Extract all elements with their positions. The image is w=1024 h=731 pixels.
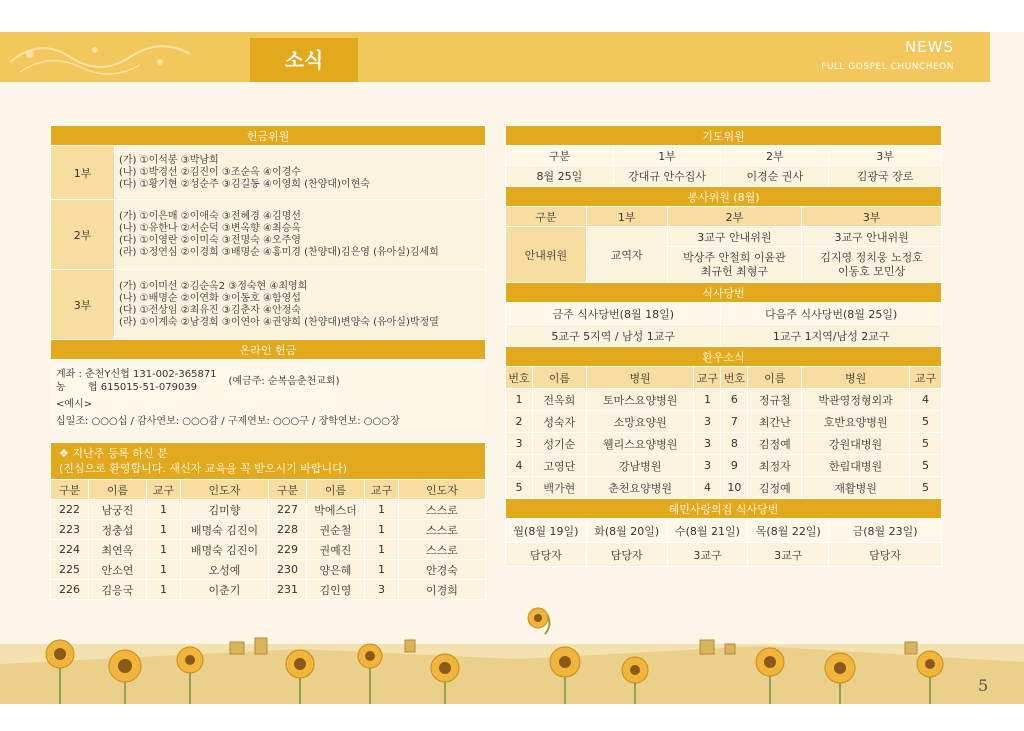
cell: 안소연 [89, 560, 147, 580]
table-row [51, 560, 486, 580]
cell: 223 [51, 520, 89, 540]
cell: 1교구 1지역/남성 2교구 [721, 325, 942, 347]
cell: 김정예 [748, 433, 802, 455]
cell: 8 [721, 433, 748, 455]
table-row [51, 580, 486, 600]
cell: 백가현 [532, 477, 586, 499]
column-header: 구분 [506, 207, 587, 227]
newcomers-title-line: (진심으로 환영합니다. 새신자 교육을 꼭 받으시기 바랍니다) [59, 462, 348, 475]
names-line: 박상주 안철희 이윤관 [683, 250, 786, 264]
cell: 성숙자 [532, 411, 586, 433]
offering-line: (나) ①박경선 ②김진이 ③조순옥 ④이경수 [119, 166, 301, 178]
cell: 강원대병원 [802, 433, 910, 455]
page-number: 5 [978, 676, 989, 695]
account-line: 농 협 615015-51-079039 [56, 382, 198, 393]
meal-title: 식사당번 [506, 283, 942, 303]
offering-line: (가) ①이은매 ②이애숙 ③전혜경 ④김명선 [119, 210, 301, 222]
cell: 김응국 [89, 580, 147, 600]
offering-line: (가) ①이석봉 ③박남희 [119, 154, 219, 166]
cell: 소망요양원 [586, 411, 694, 433]
cell: 재활병원 [802, 477, 910, 499]
example-label: <예시> [56, 399, 93, 410]
cell: 231 [269, 580, 307, 600]
cell: 3 [694, 411, 721, 433]
cell: 오성예 [181, 560, 269, 580]
news-label: NEWS [904, 38, 954, 56]
names-line: 이동호 모민상 [837, 264, 906, 278]
cell: 228 [269, 520, 307, 540]
column-header: 금주 식사당번(8월 18일) [506, 303, 721, 325]
prayer-title: 기도위원 [506, 126, 942, 146]
cell: 스스로 [399, 500, 486, 520]
cell: 10 [721, 477, 748, 499]
offering-row-names [115, 200, 486, 270]
cell: 김미향 [181, 500, 269, 520]
cell: 성기순 [532, 433, 586, 455]
cell: 230 [269, 560, 307, 580]
cell: 3교구 [667, 543, 748, 567]
table-row [51, 500, 486, 520]
cell: 1 [147, 520, 181, 540]
column-header: 이름 [748, 367, 802, 389]
table-row [506, 477, 942, 499]
cell: 1 [365, 540, 399, 560]
cell: 이경희 [399, 580, 486, 600]
names-line: 최규헌 최형구 [700, 264, 769, 278]
cell: 전옥희 [532, 389, 586, 411]
account-line: 계좌 : 춘천Y신협 131-002-365871 [56, 369, 217, 380]
page-title: 소식 [250, 38, 358, 82]
cell: 226 [51, 580, 89, 600]
cell [667, 247, 802, 283]
cell: 5 [909, 477, 941, 499]
cell: 스스로 [399, 520, 486, 540]
cell: 5교구 5지역 / 남성 1교구 [506, 325, 721, 347]
cell: 최정자 [748, 455, 802, 477]
column-header: 화(8월 20일) [586, 519, 667, 543]
table-row [51, 520, 486, 540]
cell: 1 [506, 389, 533, 411]
account-holder: (예금주: 순복음춘천교회) [228, 375, 340, 387]
column-header: 번호 [506, 367, 533, 389]
table-row [506, 389, 942, 411]
cell: 최연옥 [89, 540, 147, 560]
column-header: 월(8월 19일) [506, 519, 587, 543]
offering-line: (라) ①이계숙 ②남경희 ③이연아 ④권양희 (찬양대)변양숙 (유아실)박정열 [119, 316, 439, 328]
column-header: 교구 [694, 367, 721, 389]
table-row [506, 411, 942, 433]
cell: 김정예 [748, 477, 802, 499]
cell: 1 [365, 500, 399, 520]
cell: 3교구 안내위원 [667, 227, 802, 247]
column-header: 다음주 식사당번(8월 25일) [721, 303, 942, 325]
cell: 스스로 [399, 540, 486, 560]
online-offering-title: 온라인 헌금 [51, 340, 486, 360]
cell: 3 [694, 455, 721, 477]
column-header: 1부 [586, 207, 667, 227]
cell: 남궁진 [89, 500, 147, 520]
cell: 3교구 안내위원 [802, 227, 942, 247]
column-header: 병원 [802, 367, 910, 389]
cell: 강남병원 [586, 455, 694, 477]
cell: 224 [51, 540, 89, 560]
cell: 2 [506, 411, 533, 433]
cell: 8월 25일 [506, 166, 614, 187]
column-header: 1부 [613, 146, 721, 166]
cell: 배명숙 김진이 [181, 520, 269, 540]
column-header: 2부 [667, 207, 802, 227]
offering-line: (나) ①배명순 ②이연화 ③이동호 ④함영섭 [119, 292, 301, 304]
cell: 225 [51, 560, 89, 580]
column-header: 인도자 [181, 480, 269, 500]
right-column-table [505, 125, 942, 567]
offering-line: (다) ①이영란 ②이미숙 ③전명숙 ④오주영 [119, 234, 301, 246]
column-header: 번호 [721, 367, 748, 389]
cell: 1 [694, 389, 721, 411]
column-header: 교구 [909, 367, 941, 389]
column-header: 금(8월 23일) [829, 519, 942, 543]
cell: 토마스요양병원 [586, 389, 694, 411]
cell: 1 [147, 540, 181, 560]
cell [802, 247, 942, 283]
offering-row-label: 3부 [51, 270, 115, 340]
column-header: 교구 [365, 480, 399, 500]
column-header: 3부 [829, 146, 942, 166]
column-header: 구분 [269, 480, 307, 500]
ornament-swirl-icon [0, 32, 250, 82]
cell: 강대규 안수집사 [613, 166, 721, 187]
cell: 최간난 [748, 411, 802, 433]
offering-row-label: 2부 [51, 200, 115, 270]
table-row [506, 455, 942, 477]
cell: 1 [365, 560, 399, 580]
cell: 227 [269, 500, 307, 520]
cell: 5 [909, 433, 941, 455]
cell: 권예진 [307, 540, 365, 560]
hyemin-title: 혜민사랑의집 식사당번 [506, 499, 942, 519]
column-header: 교구 [147, 480, 181, 500]
column-header: 수(8월 21일) [667, 519, 748, 543]
cell: 박관영정형외과 [802, 389, 910, 411]
cell: 229 [269, 540, 307, 560]
table-row [51, 540, 486, 560]
offering-row-names [115, 270, 486, 340]
service-label: 안내위원 [506, 227, 587, 283]
cell: 6 [721, 389, 748, 411]
cell: 3 [365, 580, 399, 600]
cell: 1 [147, 560, 181, 580]
example-text: 십일조: ○○○십 / 감사연보: ○○○감 / 구제연보: ○○○구 / 장학연보: ○○○장 [56, 416, 400, 427]
cell: 웰리스요양병원 [586, 433, 694, 455]
cell: 정충섭 [89, 520, 147, 540]
cell: 4 [506, 455, 533, 477]
column-header: 이름 [307, 480, 365, 500]
cell: 5 [506, 477, 533, 499]
column-header: 병원 [586, 367, 694, 389]
names-line: 김지영 정치웅 노정호 [820, 250, 923, 264]
cell: 담당자 [829, 543, 942, 567]
cell: 1 [365, 520, 399, 540]
cell: 5 [909, 411, 941, 433]
cell: 3교구 [748, 543, 829, 567]
offering-title: 헌금위원 [51, 126, 486, 146]
offering-line: (다) ①황기현 ②성순주 ③김길동 ④이영희 (찬양대)이현숙 [119, 178, 370, 190]
column-header: 이름 [532, 367, 586, 389]
table-row [506, 433, 942, 455]
account-info [50, 366, 486, 430]
cell: 5 [909, 455, 941, 477]
column-header: 구분 [51, 480, 89, 500]
cell: 이춘기 [181, 580, 269, 600]
cell: 3 [506, 433, 533, 455]
offering-line: (가) ①이미선 ②김순옥2 ③정숙현 ④최영희 [119, 280, 308, 292]
offering-row-label: 1부 [51, 146, 115, 200]
service-title: 봉사위원 (8월) [506, 187, 942, 207]
cell: 양은혜 [307, 560, 365, 580]
cell: 4 [694, 477, 721, 499]
column-header: 목(8월 22일) [748, 519, 829, 543]
cell: 이경순 권사 [721, 166, 829, 187]
cell: 박에스더 [307, 500, 365, 520]
cell: 담당자 [506, 543, 587, 567]
newcomers-title-line: ❖ 지난주 등록 하신 분 [59, 447, 168, 460]
column-header: 구분 [506, 146, 614, 166]
cell: 배명숙 김진이 [181, 540, 269, 560]
cell: 정규철 [748, 389, 802, 411]
cell: 고영단 [532, 455, 586, 477]
newcomers-table [50, 442, 486, 600]
sunflower-field-illustration [0, 604, 1024, 704]
cell: 춘천요양병원 [586, 477, 694, 499]
church-name: FULL GOSPEL CHUNCHEON [821, 62, 954, 72]
newcomers-title [51, 443, 486, 480]
cell: 3 [694, 433, 721, 455]
cell: 222 [51, 500, 89, 520]
column-header: 인도자 [399, 480, 486, 500]
column-header: 3부 [802, 207, 942, 227]
header-bar [0, 32, 990, 82]
column-header: 이름 [89, 480, 147, 500]
offering-row-names [115, 146, 486, 200]
cell: 호반요양병원 [802, 411, 910, 433]
cell: 1 [147, 580, 181, 600]
offering-line: (나) ①유한나 ②서순덕 ③변옥향 ④최승옥 [119, 222, 301, 234]
cell: 김인영 [307, 580, 365, 600]
cell: 1 [147, 500, 181, 520]
offering-line: (다) ①전상임 ②최유진 ③김춘자 ④안정숙 [119, 304, 301, 316]
cell: 김광국 장로 [829, 166, 942, 187]
column-header: 2부 [721, 146, 829, 166]
cell: 7 [721, 411, 748, 433]
cell: 교역자 [586, 227, 667, 283]
offering-table [50, 125, 486, 360]
patients-title: 환우소식 [506, 347, 942, 367]
cell: 안경숙 [399, 560, 486, 580]
cell: 담당자 [586, 543, 667, 567]
cell: 권순철 [307, 520, 365, 540]
offering-line: (라) ①정연심 ②이경희 ③배명순 ④홍미경 (찬양대)김은영 (유아실)김세희 [119, 246, 439, 258]
cell: 9 [721, 455, 748, 477]
cell: 4 [909, 389, 941, 411]
cell: 한림대병원 [802, 455, 910, 477]
